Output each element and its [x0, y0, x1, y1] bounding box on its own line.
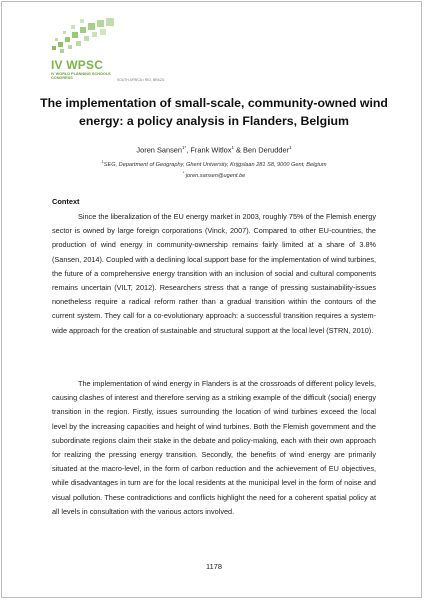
- logo-swirl-icon: [50, 16, 120, 58]
- page-number: 1178: [206, 562, 222, 571]
- body-paragraph: The implementation of wind energy in Flanders is at the crossroads of different policy levels, causing clashes of interest and therefore serving as a striking example of the difficult (social) energy transition in the region. Firstly, issues surrounding the location of wind turbines exceed the local level by the increasing capacities and height of wind turbines. Both the Flemish government and the subordinate regions claim their stake in the debate and policy-making, each with their own approach for realizing the pressing energy transition. Secondly, the benefits of wind energy are primarily situated at the macro-level, in the form of carbon reduction and the achievement of EU objectives, while disadvantages in turn are for the local residents at the municipal level in the form of noise and visual pollution. These contradictions and conflicts highlight the need for a coherent spatial policy at all levels in consultation with the various actors involved.: [52, 379, 376, 516]
- contact-email: [32, 170, 396, 179]
- affiliation-mark: 1: [101, 159, 104, 164]
- email-link[interactable]: joren.sansen@ugent.be: [185, 172, 246, 179]
- body-paragraph: Since the liberalization of the EU energy market in 2003, roughly 75% of the Flemish energy sector is owned by large foreign corporations (Vinck, 2007). Compared to other EU-countries, the production of wind energy in community-ownership remains fairly limited at a share of 3.8% (Sansen, 2014). Coupled with a declining local support base for the implementation of wind turbines, the future of a comprehensive energy transition with an inclusion of social and cultural components remains uncertain (VILT, 2012). Researchers stress that a range of pressing sustainability-issues nonetheless require a radical reform rather than a gradual transition within the contours of the current system. They call for a co-evolutionary approach: a successful transition requires a system-wide approach for the creation of sustainable and structural support at the local level (STRN, 2010).: [52, 212, 376, 335]
- logo-destination: SOUTH AFRICA • RIO, BRAZIL: [117, 78, 165, 82]
- author-name: Joren Sansen: [136, 145, 183, 155]
- section-heading: Context: [52, 197, 80, 206]
- author-mark: 1: [231, 145, 234, 150]
- author-list: Joren Sansen$^{1*}$, Frank Witlox$^1$ & Ben Derudder$^1$: [136, 145, 292, 155]
- affiliation-text: SEG, Department of Geography, Ghent University, Krijgslaan 281 S8, 9000 Gent, Belgium: [103, 161, 327, 168]
- author-name: Frank Witlox: [190, 145, 232, 155]
- author-mark: 1*: [182, 145, 187, 150]
- email-mark: *: [182, 170, 185, 175]
- paper-title: The implementation of small-scale, community-owned wind energy: a policy analysis in Flanders, Belgium: [40, 96, 388, 128]
- conference-logo: [50, 16, 170, 86]
- logo-subtitle: IV WORLD PLANNING SCHOOLS CONGRESS: [51, 72, 111, 81]
- paper-page: [1, 1, 422, 598]
- author-name: Ben Derudder: [243, 145, 290, 155]
- logo-text: IV WPSC: [51, 58, 104, 72]
- affiliation: [32, 159, 396, 168]
- author-mark: 1: [289, 145, 292, 150]
